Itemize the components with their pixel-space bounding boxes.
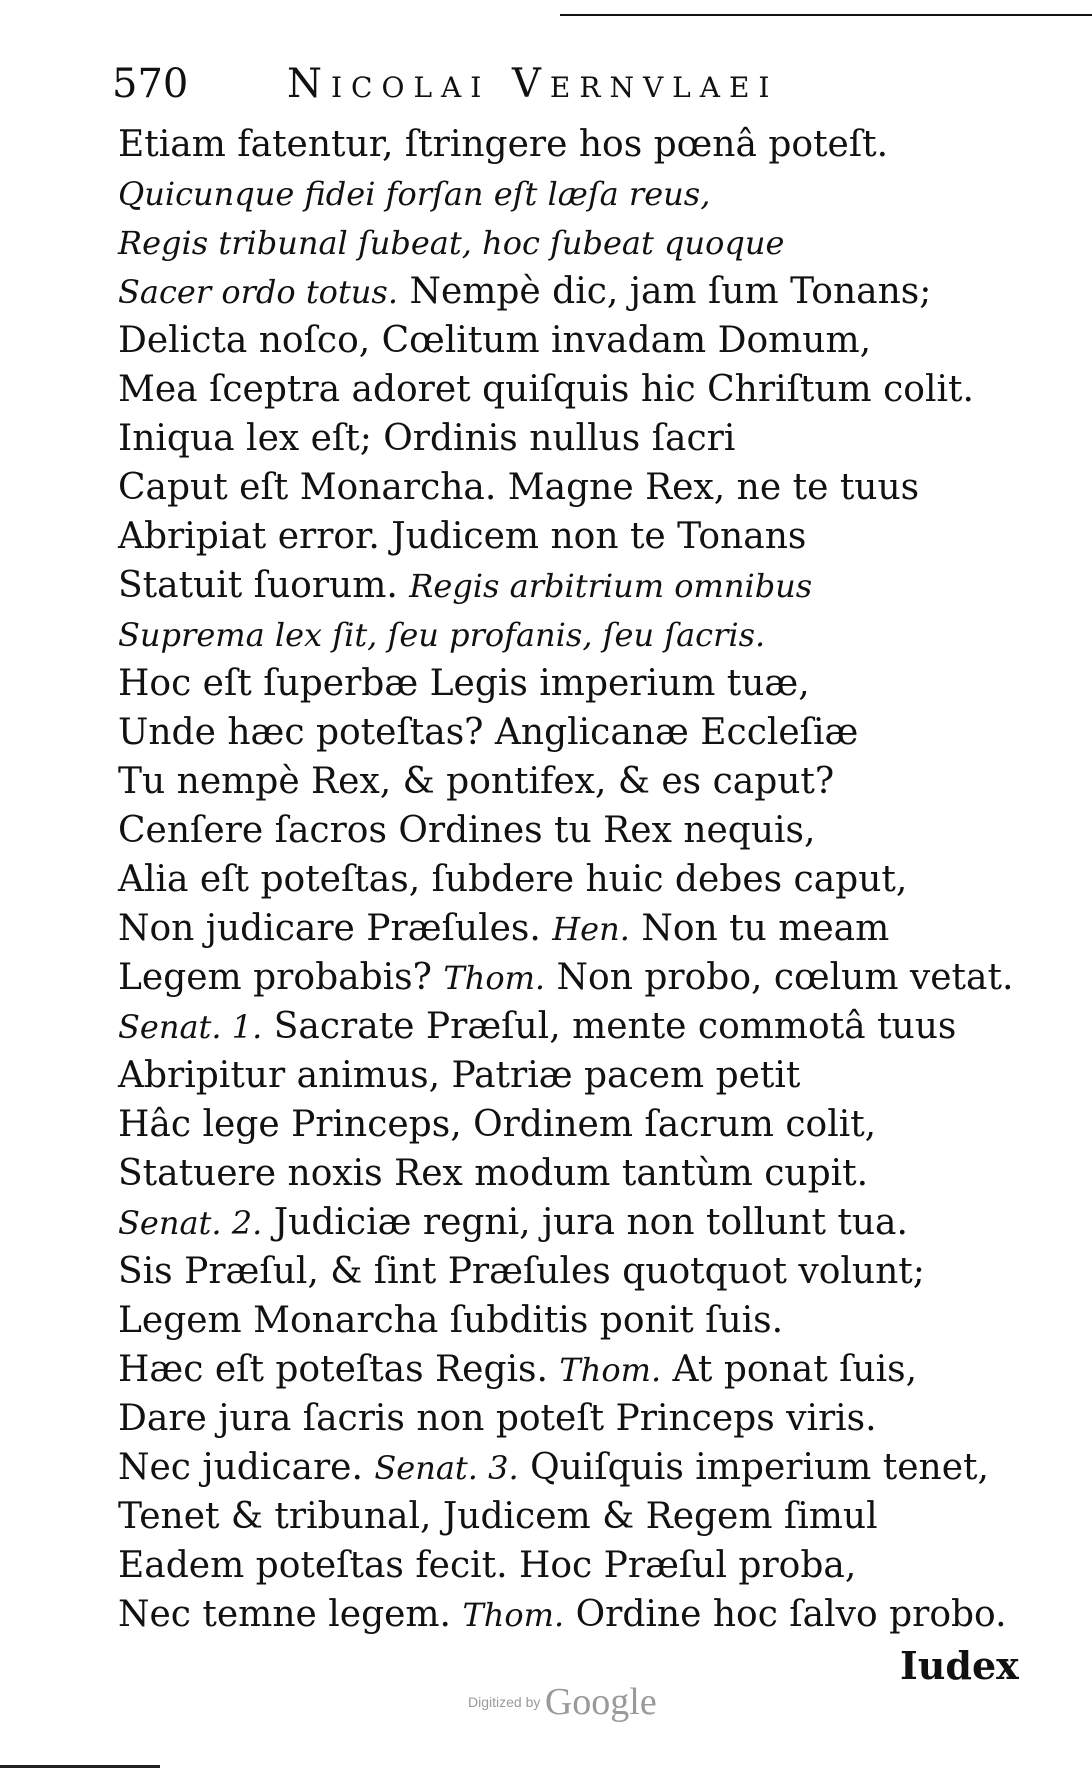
verse-segment: Sis Præſul, & ſint Præſules quotquot volunt; <box>118 1251 925 1292</box>
catchword: Iudex <box>900 1643 1019 1688</box>
verse-text <box>118 120 1038 1639</box>
verse-italic-segment: Quicunque fidei forſan eſt læſa reus, <box>118 175 711 213</box>
verse-segment: At ponat ſuis, <box>661 1349 918 1390</box>
verse-segment: Non tu meam <box>629 908 890 949</box>
verse-italic-segment: Suprema lex ſit, ſeu profanis, ſeu ſacris. <box>118 616 766 654</box>
verse-line <box>118 1247 1038 1296</box>
verse-italic-segment: Hen. <box>552 910 630 948</box>
verse-line <box>118 365 1038 414</box>
verse-segment: Non judicare Præſules. <box>118 908 553 949</box>
verse-segment: Hæc eſt poteſtas Regis. <box>118 1349 560 1390</box>
verse-segment: Etiam fatentur, ſtringere hos pœnâ poteſt. <box>118 124 889 165</box>
verse-segment: Caput eſt Monarcha. Magne Rex, ne te tuus <box>118 467 920 508</box>
verse-segment: Dare jura ſacris non poteſt Princeps viris. <box>118 1398 877 1439</box>
verse-segment: Hâc lege Princeps, Ordinem ſacrum colit, <box>118 1104 877 1145</box>
verse-line <box>118 1443 1038 1492</box>
verse-line <box>118 610 1038 659</box>
verse-segment: Legem probabis? <box>118 957 444 998</box>
verse-segment: Iniqua lex eſt; Ordinis nullus ſacri <box>118 418 736 459</box>
verse-italic-segment: Thom. <box>559 1351 662 1389</box>
verse-segment: Sacrate Præſul, mente commotâ tuus <box>262 1006 957 1047</box>
verse-line <box>118 1002 1038 1051</box>
verse-segment: Mea ſceptra adoret quiſquis hic Chriſtum colit. <box>118 369 974 410</box>
verse-line <box>118 218 1038 267</box>
verse-line <box>118 1541 1038 1590</box>
verse-line <box>118 1149 1038 1198</box>
verse-segment: Abripiat error. Judicem non te Tonans <box>118 516 807 557</box>
verse-italic-segment: Senat. 3. <box>374 1449 519 1487</box>
verse-line <box>118 1051 1038 1100</box>
top-rule <box>560 0 1092 16</box>
verse-segment: Statuere noxis Rex modum tantùm cupit. <box>118 1153 869 1194</box>
verse-segment: Ordine hoc ſalvo probo. <box>564 1594 1007 1635</box>
verse-line <box>118 953 1038 1002</box>
verse-segment: Abripitur animus, Patriæ pacem petit <box>118 1055 801 1096</box>
running-head: Nicolai Vernvlaei <box>287 61 779 107</box>
verse-line <box>118 561 1038 610</box>
verse-line <box>118 904 1038 953</box>
page-header <box>112 52 1012 116</box>
page-number: 570 <box>112 61 189 107</box>
verse-segment: Unde hæc poteſtas? Anglicanæ Eccleſiæ <box>118 712 859 753</box>
verse-line <box>118 316 1038 365</box>
verse-segment: Non probo, cœlum vetat. <box>545 957 1014 998</box>
verse-line <box>118 1100 1038 1149</box>
verse-segment: Nec temne legem. <box>118 1594 463 1635</box>
verse-segment: Eadem poteſtas fecit. Hoc Præſul proba, <box>118 1545 857 1586</box>
verse-line <box>118 757 1038 806</box>
verse-segment: Delicta noſco, Cœlitum invadam Domum, <box>118 320 872 361</box>
verse-line <box>118 414 1038 463</box>
verse-line <box>118 1492 1038 1541</box>
verse-italic-segment: Senat. 1. <box>118 1008 263 1046</box>
verse-segment: Tu nempè Rex, & pontifex, & es caput? <box>118 761 835 802</box>
digitization-watermark <box>468 1680 657 1724</box>
verse-segment: Legem Monarcha ſubditis ponit ſuis. <box>118 1300 784 1341</box>
verse-italic-segment: Thom. <box>443 959 546 997</box>
verse-segment: Quiſquis imperium tenet, <box>518 1447 989 1488</box>
verse-segment: Alia eſt poteſtas, ſubdere huic debes caput, <box>118 859 908 900</box>
verse-line <box>118 512 1038 561</box>
watermark-prefix: Digitized by <box>468 1694 541 1710</box>
verse-segment: Cenſere ſacros Ordines tu Rex nequis, <box>118 810 816 851</box>
verse-italic-segment: Regis tribunal ſubeat, hoc ſubeat quoque <box>118 224 785 262</box>
verse-segment: Hoc eſt ſuperbæ Legis imperium tuæ, <box>118 663 810 704</box>
verse-segment: Statuit ſuorum. <box>118 565 410 606</box>
verse-segment: Nempè dic, jam ſum Tonans; <box>398 271 932 312</box>
verse-segment: Judiciæ regni, jura non tollunt tua. <box>262 1202 908 1243</box>
verse-line <box>118 120 1038 169</box>
verse-segment: Tenet & tribunal, Judicem & Regem ſimul <box>118 1496 878 1537</box>
bottom-rule <box>0 1765 160 1768</box>
verse-line <box>118 169 1038 218</box>
verse-italic-segment: Senat. 2. <box>118 1204 263 1242</box>
verse-line <box>118 463 1038 512</box>
verse-line <box>118 855 1038 904</box>
watermark-brand: Google <box>544 1681 657 1723</box>
verse-italic-segment: Regis arbitrium omnibus <box>409 567 813 605</box>
verse-segment: Nec judicare. <box>118 1447 375 1488</box>
verse-line <box>118 806 1038 855</box>
verse-line <box>118 1590 1038 1639</box>
verse-line <box>118 659 1038 708</box>
verse-italic-segment: Sacer ordo totus. <box>118 273 398 311</box>
verse-line <box>118 1394 1038 1443</box>
verse-line <box>118 1198 1038 1247</box>
verse-line <box>118 1296 1038 1345</box>
verse-italic-segment: Thom. <box>462 1596 565 1634</box>
verse-line <box>118 708 1038 757</box>
verse-line <box>118 267 1038 316</box>
verse-line <box>118 1345 1038 1394</box>
